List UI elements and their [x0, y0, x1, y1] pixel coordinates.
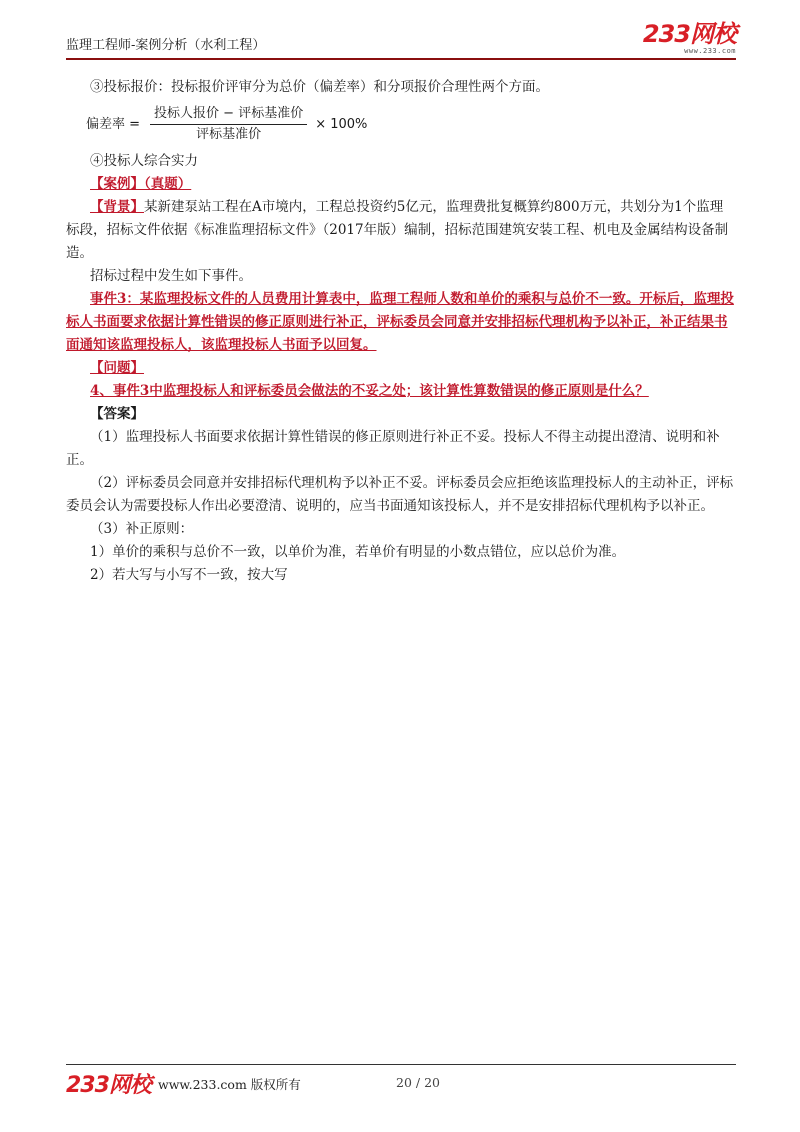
- background-tag: 【背景】: [90, 199, 144, 215]
- event-3-paragraph: 事件3：某监理投标文件的人员费用计算表中，监理工程师人数和单价的乘积与总价不一致。开标后，监理投标人书面要求依据计算性错误的修正原则进行补正，评标委员会同意并安排招标代理机构予以补正，补正结果书面通知该监理投标人，该监理投标人书面予以回复。: [66, 291, 734, 353]
- background-text: 某新建泵站工程在A市境内，工程总投资约5亿元，监理费批复概算约800万元，共划分为1个监理标段，招标文件依据《标准监理招标文件》（2017年版）编制，招标范围建筑安装工程、机电及金属结构设备制造。: [66, 199, 729, 261]
- answer-2: （2）评标委员会同意并安排招标代理机构予以补正不妥。评标委员会应拒绝该监理投标人的主动补正，评标委员会认为需要投标人作出必要澄清、说明的，应当书面通知该投标人，并不是安排招标代理机构予以补正。: [66, 475, 734, 514]
- document-title: 监理工程师-案例分析（水利工程）: [66, 38, 266, 53]
- answer-heading: 【答案】: [90, 406, 144, 422]
- rule-2: 2）若大写与小写不一致，按大写: [90, 567, 288, 583]
- formula-denominator: 评标基准价: [196, 127, 262, 142]
- page-number: 20 / 20: [396, 1075, 440, 1090]
- footer-divider: [66, 1064, 736, 1065]
- formula-fraction: [150, 105, 307, 144]
- answer-3: （3）补正原则：: [90, 521, 194, 537]
- logo-subtext: www.233.com: [684, 47, 736, 55]
- formula-lhs: 偏差率 =: [86, 117, 141, 132]
- page-header: [66, 22, 736, 56]
- process-paragraph: 招标过程中发生如下事件。: [90, 268, 252, 284]
- question-heading: [66, 357, 736, 380]
- formula-numerator: 投标人报价 − 评标基准价: [150, 105, 307, 125]
- item-4-overall-strength: ④投标人综合实力: [90, 153, 198, 169]
- answer-1: （1）监理投标人书面要求依据计算性错误的修正原则进行补正不妥。投标人不得主动提出澄清、说明和补正。: [66, 429, 720, 468]
- question-tag: 【问题】: [90, 360, 144, 376]
- case-heading: [66, 173, 736, 196]
- case-tag: 【案例】（真题）: [90, 176, 192, 192]
- header-divider: [66, 58, 736, 60]
- background-paragraph: [66, 196, 736, 265]
- page-footer: [66, 1068, 736, 1096]
- brand-logo: [643, 22, 736, 55]
- footer-copyright: www.233.com 版权所有: [158, 1077, 301, 1092]
- item-3-bid-price: ③投标报价：投标报价评审分为总价（偏差率）和分项报价合理性两个方面。: [90, 79, 549, 95]
- logo-text: 233网校: [642, 20, 736, 48]
- footer-logo: 233网校: [66, 1073, 151, 1098]
- rule-1: 1）单价的乘积与总价不一致，以单价为准，若单价有明显的小数点错位，应以总价为准。: [90, 544, 626, 560]
- question-4: 4、事件3中监理投标人和评标委员会做法的不妥之处；该计算性算数错误的修正原则是什么？: [90, 383, 649, 399]
- deviation-rate-formula: [86, 105, 736, 144]
- document-body: [66, 76, 736, 587]
- formula-rhs: × 100%: [315, 117, 368, 132]
